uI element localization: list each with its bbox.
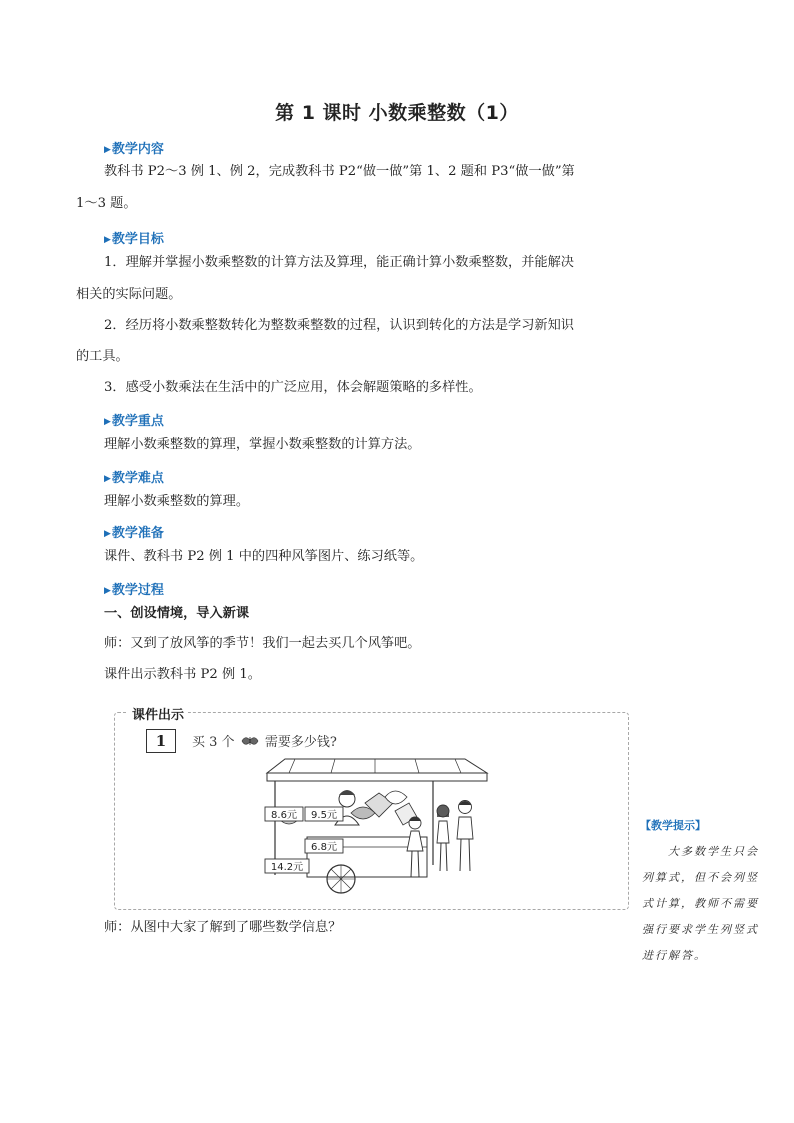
process-subheading: 一、创设情境，导入新课 — [104, 606, 250, 621]
page-title: 第 1 课时 小数乘整数（1） — [275, 102, 519, 124]
arrow-icon: ▶ — [104, 145, 111, 155]
hint-line-2: 列算式，但不会列竖 — [642, 871, 759, 884]
hint-line-1: 大多数学生只会 — [668, 845, 759, 858]
example-number: 1 — [146, 729, 176, 753]
goal-line-1: 1．理解并掌握小数乘整数的计算方法及算理，能正确计算小数乘整数，并能解决 — [104, 255, 574, 270]
content-line-2: 1～3 题。 — [76, 196, 137, 211]
process-line-2: 课件出示教科书 P2 例 1。 — [104, 667, 261, 682]
hint-line-3: 式计算，教师不需要 — [642, 897, 759, 910]
kite-icon — [241, 735, 259, 747]
arrow-icon: ▶ — [104, 417, 111, 427]
process-line-1: 师：又到了放风筝的季节！我们一起去买几个风筝吧。 — [104, 636, 421, 651]
key-line-1: 理解小数乘整数的算理，掌握小数乘整数的计算方法。 — [104, 437, 421, 452]
goal-line-4: 的工具。 — [76, 349, 129, 364]
arrow-icon: ▶ — [104, 529, 111, 539]
goal-line-2: 相关的实际问题。 — [76, 287, 182, 302]
hint-line-5: 进行解答。 — [642, 949, 707, 962]
prep-line-1: 课件、教科书 P2 例 1 中的四种风筝图片、练习纸等。 — [104, 549, 424, 564]
goal-line-5: 3．感受小数乘法在生活中的广泛应用，体会解题策略的多样性。 — [104, 380, 482, 395]
content-line-1: 教科书 P2～3 例 1、例 2，完成教科书 P2“做一做”第 1、2 题和 P3“做一做”第 — [104, 164, 575, 179]
section-heading-prep: ▶教学准备 — [104, 526, 164, 541]
hint-title: 【教学提示】 — [640, 819, 706, 832]
hint-line-4: 强行要求学生列竖式 — [642, 923, 759, 936]
section-heading-process: ▶教学过程 — [104, 583, 164, 598]
price-tag-4: 14.2元 — [270, 862, 304, 873]
arrow-icon: ▶ — [104, 474, 111, 484]
arrow-icon: ▶ — [104, 235, 111, 245]
price-tag-3: 6.8元 — [311, 842, 337, 853]
arrow-icon: ▶ — [104, 586, 111, 596]
example-question: 买 3 个 需要多少钱? — [192, 735, 337, 750]
kite-stall-illustration — [255, 755, 495, 900]
price-tag-2: 9.5元 — [311, 810, 337, 821]
process-line-3: 师：从图中大家了解到了哪些数学信息？ — [104, 920, 342, 935]
section-heading-goals: ▶教学目标 — [104, 232, 164, 247]
price-tag-1: 8.6元 — [271, 810, 297, 821]
difficulty-line-1: 理解小数乘整数的算理。 — [104, 494, 250, 509]
section-heading-content: ▶教学内容 — [104, 142, 164, 157]
section-heading-key: ▶教学重点 — [104, 414, 164, 429]
section-heading-difficulty: ▶教学难点 — [104, 471, 164, 486]
courseware-label: 课件出示 — [128, 704, 188, 723]
goal-line-3: 2．经历将小数乘整数转化为整数乘整数的过程，认识到转化的方法是学习新知识 — [104, 318, 574, 333]
